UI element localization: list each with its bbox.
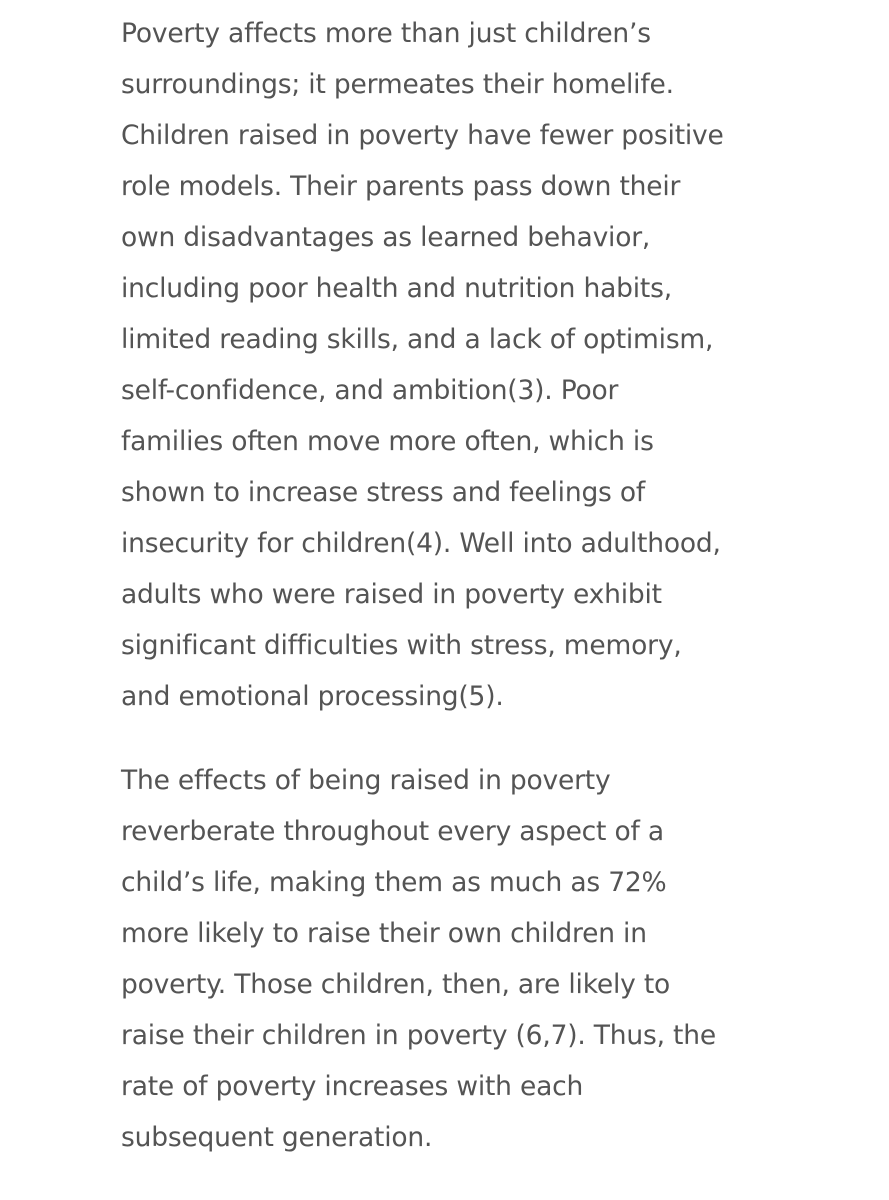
text-line: Poverty affects more than just children’s (121, 18, 651, 49)
text-line: including poor health and nutrition habits, (121, 273, 672, 304)
text-line: role models. Their parents pass down their (121, 171, 681, 202)
text-line: own disadvantages as learned behavior, (121, 222, 651, 253)
text-line: self-confidence, and ambition(3). Poor (121, 375, 619, 406)
text-line: families often move more often, which is (121, 426, 654, 457)
text-line: reverberate throughout every aspect of a (121, 816, 664, 847)
text-line: and emotional processing(5). (121, 681, 504, 712)
text-line: The effects of being raised in poverty (121, 765, 611, 796)
text-line: insecurity for children(4). Well into adulthood, (121, 528, 721, 559)
text-line: shown to increase stress and feelings of (121, 477, 646, 508)
text-line: Children raised in poverty have fewer positive (121, 120, 724, 151)
text-line: raise their children in poverty (6,7). Thus, the (121, 1020, 716, 1051)
text-line: rate of poverty increases with each (121, 1071, 584, 1102)
text-line: limited reading skills, and a lack of optimism, (121, 324, 714, 355)
article-body (121, 8, 821, 1163)
text-line: subsequent generation. (121, 1122, 433, 1153)
paragraph-generational-effects (121, 755, 821, 1163)
text-line: more likely to raise their own children in (121, 918, 647, 949)
text-line: adults who were raised in poverty exhibit (121, 579, 662, 610)
text-line: poverty. Those children, then, are likely to (121, 969, 671, 1000)
text-line: significant difficulties with stress, memory, (121, 630, 682, 661)
paragraph-homelife (121, 8, 821, 722)
text-line: surroundings; it permeates their homelife. (121, 69, 674, 100)
text-line: child’s life, making them as much as 72% (121, 867, 667, 898)
